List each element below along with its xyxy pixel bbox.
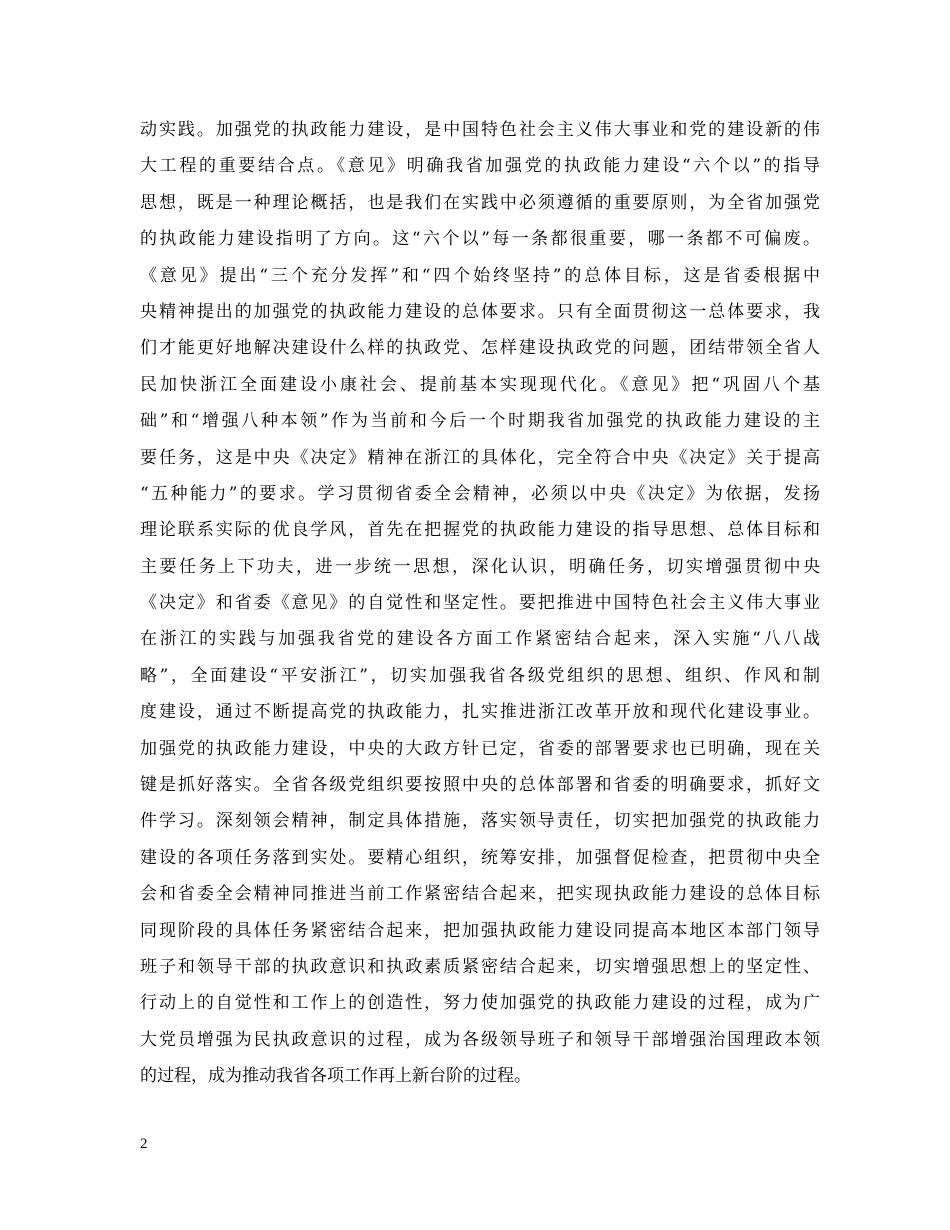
text-line: 大党员增强为民执政意识的过程，成为各级领导班子和领导干部增强治国理政本领 bbox=[140, 1029, 820, 1050]
text-line: 在浙江的实践与加强我省党的建设各方面工作紧密结合起来，深入实施“八八战 bbox=[140, 629, 820, 650]
text-line: 件学习。深刻领会精神，制定具体措施，落实领导责任，切实把加强党的执政能力 bbox=[140, 811, 820, 832]
text-line: 主要任务上下功夫，进一步统一思想，深化认识，明确任务，切实增强贯彻中央 bbox=[140, 556, 820, 577]
text-line: 大工程的重要结合点。《意见》明确我省加强党的执政能力建设“六个以”的指导 bbox=[140, 156, 820, 177]
text-line: 加强党的执政能力建设，中央的大政方针已定，省委的部署要求也已明确，现在关 bbox=[140, 738, 820, 759]
text-line: 们才能更好地解决建设什么样的执政党、怎样建设执政党的问题，团结带领全省人 bbox=[140, 338, 820, 359]
text-line: 的过程，成为推动我省各项工作再上新台阶的过程。 bbox=[140, 1066, 531, 1087]
text-line: 的执政能力建设指明了方向。这“六个以”每一条都很重要，哪一条都不可偏废。 bbox=[140, 229, 820, 250]
text-line: 《决定》和省委《意见》的自觉性和坚定性。要把推进中国特色社会主义伟大事业 bbox=[140, 593, 820, 614]
text-line: 键是抓好落实。全省各级党组织要按照中央的总体部署和省委的明确要求，抓好文 bbox=[140, 775, 820, 796]
text-line: 《意见》提出“三个充分发挥”和“四个始终坚持”的总体目标，这是省委根据中 bbox=[140, 265, 820, 286]
text-line: 础”和“增强八种本领”作为当前和今后一个时期我省加强党的执政能力建设的主 bbox=[140, 411, 820, 432]
text-line: 班子和领导干部的执政意识和执政素质紧密结合起来，切实增强思想上的坚定性、 bbox=[140, 956, 820, 977]
text-line: 行动上的自觉性和工作上的创造性，努力使加强党的执政能力建设的过程，成为广 bbox=[140, 993, 820, 1014]
text-line: 度建设，通过不断提高党的执政能力，扎实推进浙江改革开放和现代化建设事业。 bbox=[140, 702, 820, 723]
text-line: 民加快浙江全面建设小康社会、提前基本实现现代化。《意见》把“巩固八个基 bbox=[140, 374, 820, 395]
text-line: 建设的各项任务落到实处。要精心组织，统筹安排，加强督促检查，把贯彻中央全 bbox=[140, 847, 820, 868]
text-line: 思想，既是一种理论概括，也是我们在实践中必须遵循的重要原则，为全省加强党 bbox=[140, 192, 820, 213]
body-text bbox=[140, 112, 820, 1095]
text-line: 略”，全面建设“平安浙江”，切实加强我省各级党组织的思想、组织、作风和制 bbox=[140, 665, 820, 686]
text-line: 会和省委全会精神同推进当前工作紧密结合起来，把实现执政能力建设的总体目标 bbox=[140, 884, 820, 905]
text-line: 动实践。加强党的执政能力建设，是中国特色社会主义伟大事业和党的建设新的伟 bbox=[140, 120, 820, 140]
page-number: 2 bbox=[140, 1136, 148, 1152]
text-line: 要任务，这是中央《决定》精神在浙江的具体化，完全符合中央《决定》关于提高 bbox=[140, 447, 820, 468]
text-line: 理论联系实际的优良学风，首先在把握党的执政能力建设的指导思想、总体目标和 bbox=[140, 520, 820, 541]
text-line: 同现阶段的具体任务紧密结合起来，把加强执政能力建设同提高本地区本部门领导 bbox=[140, 920, 820, 941]
text-line: 央精神提出的加强党的执政能力建设的总体要求。只有全面贯彻这一总体要求，我 bbox=[140, 301, 820, 322]
text-line: “五种能力”的要求。学习贯彻省委全会精神，必须以中央《决定》为依据，发扬 bbox=[140, 483, 820, 504]
